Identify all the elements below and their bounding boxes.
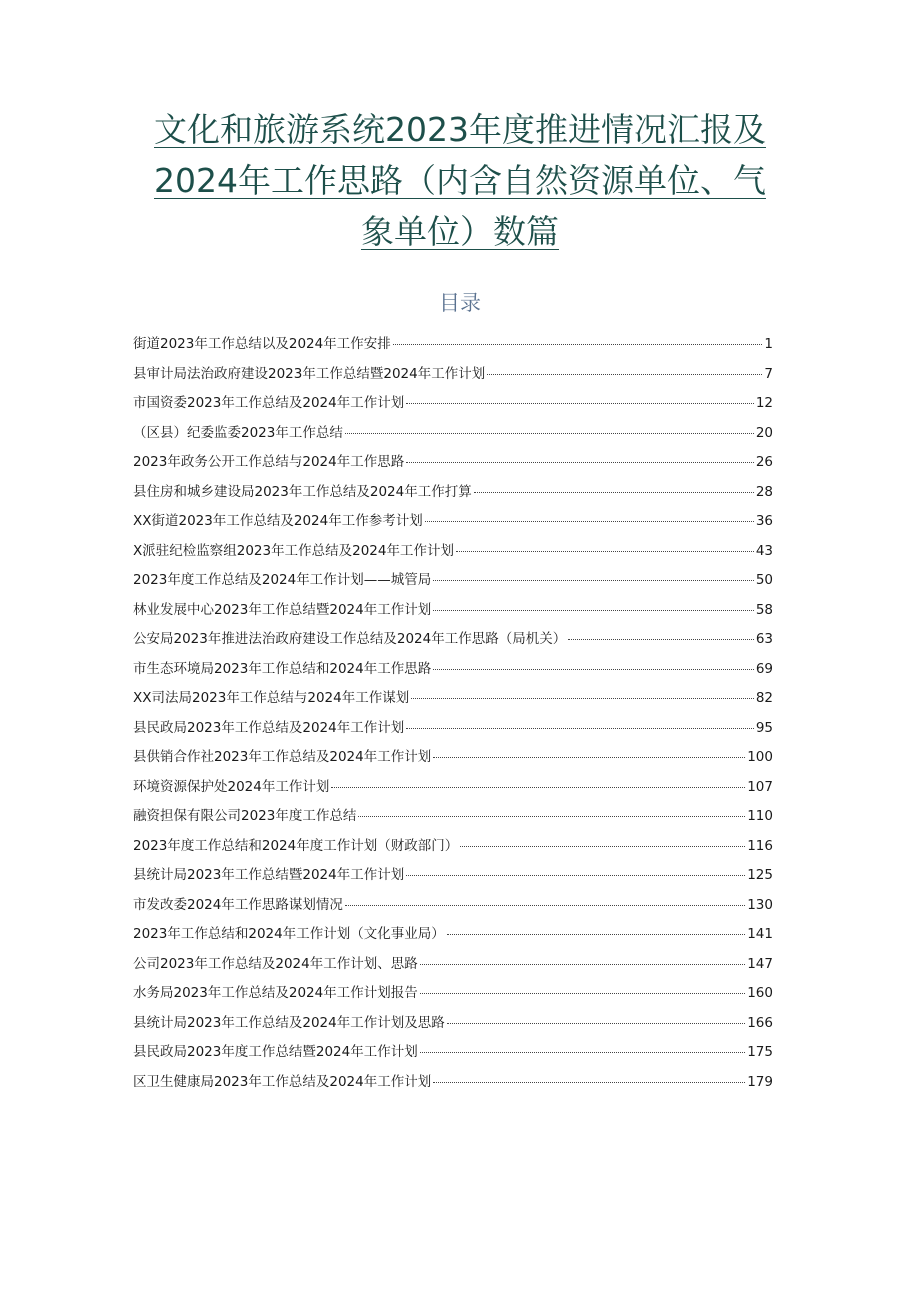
toc-entry-title[interactable]: X派驻纪检监察组2023年工作总结及2024年工作计划: [133, 542, 454, 559]
toc-entry[interactable]: [133, 389, 773, 419]
dot-leader: [447, 934, 746, 935]
toc-entry-page-number[interactable]: 107: [747, 778, 773, 795]
toc-entry[interactable]: [133, 448, 773, 478]
toc-entry[interactable]: [133, 743, 773, 773]
toc-entry[interactable]: [133, 419, 773, 449]
toc-entry-title[interactable]: 县统计局2023年工作总结暨2024年工作计划: [133, 867, 405, 883]
toc-entry-page-number[interactable]: 125: [747, 867, 773, 883]
document-title: [120, 104, 800, 257]
toc-entry-title[interactable]: 2023年度工作总结和2024年度工作计划（财政部门）: [133, 837, 459, 854]
dot-leader: [456, 551, 754, 552]
toc-entry-title[interactable]: XX街道2023年工作总结及2024年工作参考计划: [133, 513, 423, 529]
toc-entry-page-number[interactable]: 1: [764, 336, 773, 352]
toc-entry[interactable]: [133, 802, 773, 832]
dot-leader: [433, 757, 745, 758]
toc-entry-title[interactable]: 融资担保有限公司2023年度工作总结: [133, 808, 357, 824]
toc-entry-page-number[interactable]: 36: [755, 513, 773, 529]
dot-leader: [433, 669, 754, 670]
toc-entry[interactable]: [133, 1068, 773, 1098]
toc-entry-page-number[interactable]: 110: [747, 808, 773, 824]
toc-entry-page-number[interactable]: 160: [747, 985, 773, 1001]
dot-leader: [487, 374, 762, 375]
toc-entry-title[interactable]: 市生态环境局2023年工作总结和2024年工作思路: [133, 660, 432, 677]
toc-entry-page-number[interactable]: 141: [747, 926, 773, 942]
toc-entry[interactable]: [133, 861, 773, 891]
toc-entry[interactable]: [133, 920, 773, 950]
toc-entry-title[interactable]: 2023年政务公开工作总结与2024年工作思路: [133, 454, 405, 470]
table-of-contents: [133, 330, 773, 1097]
dot-leader: [425, 521, 754, 522]
dot-leader: [345, 433, 754, 434]
toc-entry-title[interactable]: 县民政局2023年度工作总结暨2024年工作计划: [133, 1044, 418, 1060]
dot-leader: [406, 403, 754, 404]
toc-entry[interactable]: [133, 684, 773, 714]
dot-leader: [345, 905, 745, 906]
toc-entry-title[interactable]: 市发改委2024年工作思路谋划情况: [133, 896, 343, 913]
title-line-1: 文化和旅游系统2023年度推进情况汇报及: [154, 110, 766, 149]
toc-entry-page-number[interactable]: 12: [755, 395, 773, 411]
toc-entry-title[interactable]: 环境资源保护处2024年工作计划: [133, 778, 330, 795]
dot-leader: [433, 1082, 745, 1083]
toc-entry[interactable]: [133, 950, 773, 980]
toc-entry-title[interactable]: 市国资委2023年工作总结及2024年工作计划: [133, 395, 405, 411]
toc-entry[interactable]: [133, 979, 773, 1009]
toc-entry-title[interactable]: （区县）纪委监委2023年工作总结: [133, 424, 343, 441]
toc-entry-page-number[interactable]: 26: [755, 454, 773, 470]
toc-entry-page-number[interactable]: 147: [747, 955, 773, 972]
toc-entry[interactable]: [133, 1038, 773, 1068]
dot-leader: [433, 610, 754, 611]
toc-entry-page-number[interactable]: 166: [747, 1014, 773, 1031]
toc-entry[interactable]: [133, 507, 773, 537]
dot-leader: [460, 846, 745, 847]
toc-entry-page-number[interactable]: 58: [755, 601, 773, 618]
toc-entry-title[interactable]: 水务局2023年工作总结及2024年工作计划报告: [133, 985, 418, 1001]
toc-entry-page-number[interactable]: 100: [747, 749, 773, 765]
toc-entry[interactable]: [133, 1009, 773, 1039]
dot-leader: [406, 462, 754, 463]
toc-entry-page-number[interactable]: 116: [747, 837, 773, 854]
dot-leader: [420, 1052, 746, 1053]
dot-leader: [406, 728, 754, 729]
toc-entry-title[interactable]: 2023年工作总结和2024年工作计划（文化事业局）: [133, 926, 445, 942]
dot-leader: [447, 1023, 746, 1024]
toc-entry[interactable]: [133, 625, 773, 655]
toc-heading: 目录: [439, 291, 481, 315]
toc-entry-title[interactable]: 街道2023年工作总结以及2024年工作安排: [133, 336, 391, 352]
toc-entry-title[interactable]: 林业发展中心2023年工作总结暨2024年工作计划: [133, 601, 432, 618]
toc-entry-title[interactable]: 县供销合作社2023年工作总结及2024年工作计划: [133, 749, 432, 765]
dot-leader: [406, 875, 745, 876]
toc-entry-page-number[interactable]: 28: [755, 483, 773, 500]
title-line-2: 2024年工作思路（内含自然资源单位、气: [154, 161, 766, 200]
dot-leader: [420, 964, 746, 965]
toc-entry[interactable]: [133, 330, 773, 360]
dot-leader: [420, 993, 746, 994]
toc-entry[interactable]: [133, 773, 773, 803]
toc-entry[interactable]: [133, 596, 773, 626]
dot-leader: [358, 816, 745, 817]
toc-entry[interactable]: [133, 832, 773, 862]
toc-entry-title[interactable]: 公司2023年工作总结及2024年工作计划、思路: [133, 955, 418, 972]
toc-entry[interactable]: [133, 360, 773, 390]
toc-entry-page-number[interactable]: 175: [747, 1044, 773, 1060]
toc-entry-page-number[interactable]: 82: [755, 690, 773, 706]
dot-leader: [411, 698, 754, 699]
toc-entry-page-number[interactable]: 43: [755, 542, 773, 559]
toc-entry-page-number[interactable]: 179: [747, 1073, 773, 1090]
toc-entry[interactable]: [133, 478, 773, 508]
dot-leader: [331, 787, 745, 788]
toc-entry-title[interactable]: 县住房和城乡建设局2023年工作总结及2024年工作打算: [133, 483, 472, 500]
toc-entry-title[interactable]: 县民政局2023年工作总结及2024年工作计划: [133, 719, 405, 736]
toc-entry[interactable]: [133, 566, 773, 596]
toc-entry-title[interactable]: 公安局2023年推进法治政府建设工作总结及2024年工作思路（局机关）: [133, 631, 567, 647]
toc-entry-page-number[interactable]: 63: [755, 631, 773, 647]
toc-entry-title[interactable]: XX司法局2023年工作总结与2024年工作谋划: [133, 690, 410, 706]
dot-leader: [393, 344, 763, 345]
toc-entry-page-number[interactable]: 20: [755, 424, 773, 441]
toc-entry[interactable]: [133, 655, 773, 685]
toc-entry-page-number[interactable]: 95: [755, 719, 773, 736]
dot-leader: [433, 580, 754, 581]
toc-entry[interactable]: [133, 891, 773, 921]
toc-entry-title[interactable]: 2023年度工作总结及2024年工作计划——城管局: [133, 572, 432, 588]
toc-entry-page-number[interactable]: 69: [755, 660, 773, 677]
toc-entry-title[interactable]: 区卫生健康局2023年工作总结及2024年工作计划: [133, 1073, 432, 1090]
toc-entry-title[interactable]: 县统计局2023年工作总结及2024年工作计划及思路: [133, 1014, 445, 1031]
dot-leader: [568, 639, 754, 640]
title-line-3: 象单位）数篇: [361, 212, 559, 251]
toc-entry-page-number[interactable]: 130: [747, 896, 773, 913]
dot-leader: [474, 492, 754, 493]
toc-entry[interactable]: [133, 714, 773, 744]
toc-entry[interactable]: [133, 537, 773, 567]
toc-entry-title[interactable]: 县审计局法治政府建设2023年工作总结暨2024年工作计划: [133, 365, 486, 382]
toc-entry-page-number[interactable]: 50: [755, 572, 773, 588]
toc-entry-page-number[interactable]: 7: [764, 365, 773, 382]
